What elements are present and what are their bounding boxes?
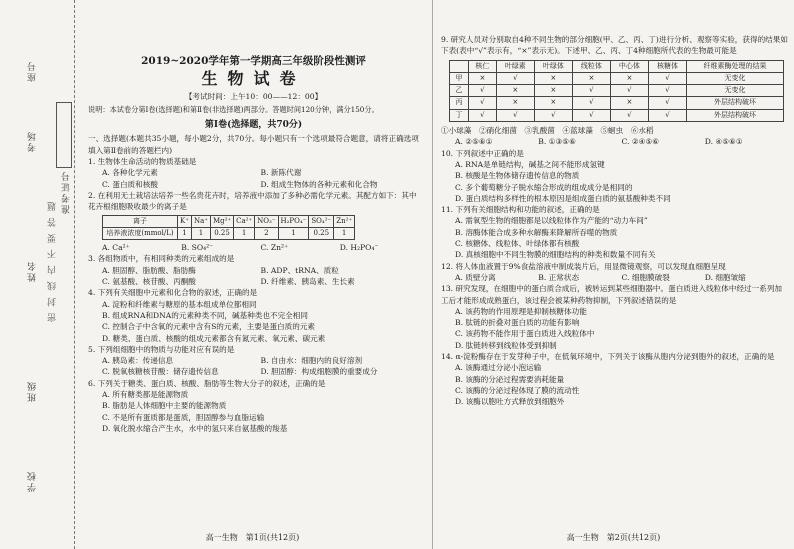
- binding-label-room: 考场: [28, 130, 38, 152]
- question-9-legend: ①小球藻 ②硝化细菌 ③乳酸菌 ④蓝球藻 ⑤蛔虫 ⑥水稻: [441, 126, 654, 136]
- table-cell: ×: [496, 97, 534, 109]
- question-12: 12. 将人体血液置于9%食盐溶液中制成装片后，用显微镜观察，可以发现血细胞呈现: [441, 261, 726, 271]
- table-row: [450, 85, 784, 97]
- option: A. RNA是单链结构，碱基之间不能形成氢键: [455, 159, 605, 169]
- option: D. 真核细胞中不同生物膜的细胞结构的种类和数量不同有关: [455, 250, 656, 260]
- table-cell: 乙: [450, 85, 469, 97]
- table-row: [450, 97, 784, 109]
- page-footer: 高一生物 第2页(共12页): [566, 532, 661, 542]
- page-two: [432, 0, 794, 549]
- option: C. 不是所有蛋质都是蛋质，胆固醇参与血脂运输: [102, 412, 265, 422]
- page-footer: 高一生物 第1页(共12页): [205, 532, 300, 542]
- option: D. 该酶以胞吐方式释放到细胞外: [455, 397, 565, 407]
- option: D. 肽链转移到线粒体受到抑制: [455, 340, 557, 350]
- option: B. 肽链的折叠对蛋白质的功能有影响: [455, 318, 580, 328]
- table-cell: 0.25: [309, 227, 334, 239]
- option: C. 脱氧核糖核苷酸：储存遗传信息: [102, 367, 219, 377]
- option: A. 淀粉和纤维素与糖原的基本组成单位都相同: [102, 299, 257, 309]
- table-cell: ×: [610, 97, 648, 109]
- question-11: 11. 下列有关细胞结构和功能的叙述，正确的是: [441, 205, 600, 215]
- question-3-options: [88, 265, 419, 288]
- question-6-options: [88, 389, 419, 434]
- table-cell: 1: [234, 227, 255, 239]
- table-header: 中心体: [610, 60, 648, 72]
- table-cell: ×: [534, 97, 572, 109]
- table-row: [103, 227, 355, 239]
- option: C. ②④⑤⑥: [621, 137, 660, 147]
- table-cell: 1: [178, 227, 192, 239]
- option: B. 自由水：细胞内的良好溶剂: [260, 356, 363, 366]
- table-header: 核糖体: [648, 60, 686, 72]
- table-header: NO₃⁻: [255, 215, 278, 227]
- table-cell: 外层结构破坏: [687, 97, 784, 109]
- question-9-options: [441, 136, 788, 147]
- table-header: 核仁: [469, 60, 497, 72]
- question-5: 5. 下列组细胞中的物质与功能对应有误的是: [88, 344, 235, 354]
- option: B. 溶酶体能合成多种水解酶来降解所吞噬的物质: [455, 227, 618, 237]
- question-14: 14. α-淀粉酶存在于发芽种子中，在低氧环境中，下列关于该酶从胞内分泌到胞外的叙述，正确的是: [441, 352, 775, 362]
- question-13-options: [441, 306, 788, 351]
- binding-label-school: 学校: [28, 470, 38, 492]
- table-cell: √: [534, 109, 572, 121]
- question-4: 4. 下列有关细胞中元素和化合物的叙述，正确的是: [88, 288, 258, 298]
- section-heading: 第Ⅰ卷(选择题，共70分): [204, 120, 303, 131]
- option: A. 该药物的作用原理是抑制核糖体功能: [455, 306, 587, 316]
- table-cell: 外层结构破坏: [687, 109, 784, 121]
- option: B. SO₄²⁻: [181, 243, 214, 253]
- table-cell: ×: [572, 72, 610, 84]
- option: C. 该酶的分泌过程体现了膜的流动性: [455, 385, 580, 395]
- table-row: [450, 109, 784, 121]
- option: A. 胆固醇、脂肪酸、脂肪酶: [102, 265, 196, 275]
- table-header: 线粒体: [572, 60, 610, 72]
- table-cell: 丁: [450, 109, 469, 121]
- table-cell: √: [648, 109, 686, 121]
- table-cell: √: [572, 97, 610, 109]
- binding-label-name: 姓名: [28, 260, 38, 282]
- option: C. 该药物不能作用于蛋白质进入线粒体中: [455, 329, 595, 339]
- table-cell: √: [648, 97, 686, 109]
- table-header: 叶绿体: [534, 60, 572, 72]
- table-cell: √: [496, 109, 534, 121]
- option: B. ADP、tRNA、质粒: [260, 265, 339, 275]
- table-cell: √: [648, 72, 686, 84]
- option: C. 氨基酸、核苷酸、丙酮酸: [102, 277, 196, 287]
- table-cell: 培养液浓度(mmol/L): [103, 227, 178, 239]
- question-11-options: [441, 215, 788, 260]
- option: D. 胆固醇：构成细胞膜的重要成分: [260, 367, 378, 377]
- ion-concentration-table: [102, 215, 355, 241]
- table-cell: √: [648, 85, 686, 97]
- table-cell: √: [496, 72, 534, 84]
- table-header: SO₄²⁻: [309, 215, 334, 227]
- table-cell: ×: [534, 72, 572, 84]
- table-cell: √: [610, 85, 648, 97]
- table-cell: 无变化: [687, 72, 784, 84]
- option: D. 细胞皱缩: [704, 272, 746, 282]
- table-cell: ×: [469, 72, 497, 84]
- sealing-line-instruction: 密 封 线 内 不 要 答 题: [48, 200, 58, 323]
- exam-number-box[interactable]: [56, 102, 72, 168]
- option: D. 纤维素、胰岛素、生长素: [260, 277, 355, 287]
- option: B. 脂肪是人体细胞中主要的能源物质: [102, 401, 227, 411]
- exam-title: 2019~2020学年第一学期高三年级阶段性测评: [141, 55, 366, 67]
- question-5-options: [88, 355, 419, 378]
- table-cell: 1: [191, 227, 210, 239]
- question-1-options: [88, 167, 419, 190]
- table-cell: √: [572, 85, 610, 97]
- option: A. ②⑤⑥①: [455, 137, 493, 147]
- table-header: K⁺: [178, 215, 192, 227]
- table-cell: ×: [534, 85, 572, 97]
- question-9: 9. 研究人员对分别取自4种不同生物的部分细胞(甲、乙、丙、丁)进行分析、观察等实验，获得的结果如下表(表中“√”表示有，“×”表示无)。下述甲、乙、丙、丁4种细胞所代表的生物最可能是: [441, 35, 788, 56]
- table-header: Ca²⁺: [234, 215, 255, 227]
- question-2: 2. 在利用无土栽培法培养一些名贵花卉时，培养液中添加了多种必需化学元素。其配方如下：其中花卉根细胞吸收最少的离子是: [88, 190, 417, 212]
- table-header-row: [103, 215, 355, 227]
- table-header: 叶绿素: [496, 60, 534, 72]
- cell-structure-table: [449, 60, 784, 122]
- option: A. 该酶通过分泌小泡运输: [455, 363, 542, 373]
- table-row: [450, 72, 784, 84]
- question-3: 3. 各组物质中，有相同种类的元素组成的是: [88, 254, 235, 264]
- option: D. 组成生物体的各种元素和化合物: [260, 179, 378, 189]
- option: D. ④⑤⑥①: [704, 137, 743, 147]
- question-10: 10. 下列叙述中正确的是: [441, 148, 524, 158]
- table-cell: 丙: [450, 97, 469, 109]
- table-cell: 甲: [450, 72, 469, 84]
- option: D. 糖类、蛋白质、核酸的组成元素都含有氮元素、氧元素、碳元素: [102, 333, 326, 343]
- page-one: [80, 0, 425, 549]
- option: B. 正常状态: [538, 272, 580, 282]
- option: D. H₂PO₄⁻: [339, 243, 379, 253]
- option: A. 各种化学元素: [102, 168, 158, 178]
- option: B. 新陈代谢: [260, 168, 302, 178]
- table-cell: √: [572, 109, 610, 121]
- section-intro: 一、选择题(本题共35小题，每小题2分，共70分。每小题只有一个选项最符合题意，请将正确选项填入第Ⅱ卷前的答题栏内): [88, 134, 419, 155]
- table-cell: 2: [255, 227, 278, 239]
- option: C. 细胞膜破裂: [621, 272, 670, 282]
- option: D. 蛋白质结构多样性的根本原因是组成蛋白质的氨基酸种类不同: [455, 193, 671, 203]
- table-header: 离子: [103, 215, 178, 227]
- table-header: Zn²⁺: [334, 215, 355, 227]
- question-1: 1. 生物体生命活动的物质基础是: [88, 157, 197, 167]
- table-header: [450, 60, 469, 72]
- question-4-options: [88, 299, 419, 344]
- binding-label-seat: 座号: [28, 60, 38, 82]
- exam-time: 【考试时间：上午10：00——12：00】: [184, 91, 323, 101]
- question-13: 13. 研究发现，在细胞中的蛋白质合成后，被转运到某些细胞器中。蛋白质进入线粒体中经过一系列加工后才能形成成熟蛋白，该过程会被某种药物抑制，下列叙述错误的是: [441, 284, 783, 305]
- option: B. ①③⑤⑥: [538, 137, 576, 147]
- table-cell: √: [469, 85, 497, 97]
- subject-title: 生物试卷: [201, 69, 306, 89]
- table-header: 纤维素酶处理的结果: [687, 60, 784, 72]
- option: C. 蛋白质和核酸: [102, 179, 158, 189]
- question-2-options: [88, 242, 419, 253]
- option: C. 核糖体、线粒体、叶绿体都有核酸: [455, 239, 580, 249]
- option: D. 氧化脱水缩合产生水，水中的氢只来自氨基酸的羧基: [102, 423, 288, 433]
- exam-number-label: 准考证号: [62, 170, 72, 214]
- table-header: Na⁺: [191, 215, 210, 227]
- option: A. 需氧型生物的细胞都是以线粒体作为产能的“动力车间”: [455, 216, 648, 226]
- exam-notice: 说明：本试卷分第Ⅰ卷(选择题)和第Ⅱ卷(非选择题)两部分。答题时间120分钟，满分150分。: [88, 104, 379, 114]
- option: A. Ca²⁺: [102, 243, 130, 253]
- binding-margin: [0, 0, 75, 549]
- table-cell: ×: [496, 85, 534, 97]
- option: A. 质壁分离: [455, 272, 496, 282]
- option: B. 组成RNA和DNA的元素种类不同，碱基种类也不完全相同: [102, 310, 308, 320]
- binding-label-class: 班级: [28, 380, 38, 402]
- option: B. 核酸是生物体储存遗传信息的物质: [455, 171, 580, 181]
- table-header-row: [450, 60, 784, 72]
- option: A. 胰岛素：传递信息: [102, 356, 174, 366]
- table-header: Mg²⁺: [210, 215, 233, 227]
- question-14-options: [441, 362, 788, 407]
- question-6: 6. 下列关于糖类、蛋白质、核酸、脂肪等生物大分子的叙述，正确的是: [88, 378, 326, 388]
- option: C. Zn²⁺: [260, 243, 289, 253]
- table-cell: √: [469, 109, 497, 121]
- table-header: H₂PO₄⁻: [278, 215, 309, 227]
- table-cell: √: [610, 109, 648, 121]
- option: A. 所有糖类都是能源物质: [102, 390, 189, 400]
- table-cell: ×: [610, 72, 648, 84]
- table-cell: √: [469, 97, 497, 109]
- table-cell: 0.25: [210, 227, 233, 239]
- table-cell: 1: [334, 227, 355, 239]
- option: B. 该酶的分泌过程需要消耗能量: [455, 374, 565, 384]
- question-10-options: [441, 159, 788, 204]
- question-12-options: [441, 272, 788, 283]
- table-cell: 无变化: [687, 85, 784, 97]
- table-cell: 1: [278, 227, 309, 239]
- option: C. 多个葡萄糖分子脱水缩合形成的组成成分是相同的: [455, 182, 633, 192]
- option: C. 控制合子中含氧的元素中含有S的元素，主要是蛋白质的元素: [102, 322, 316, 332]
